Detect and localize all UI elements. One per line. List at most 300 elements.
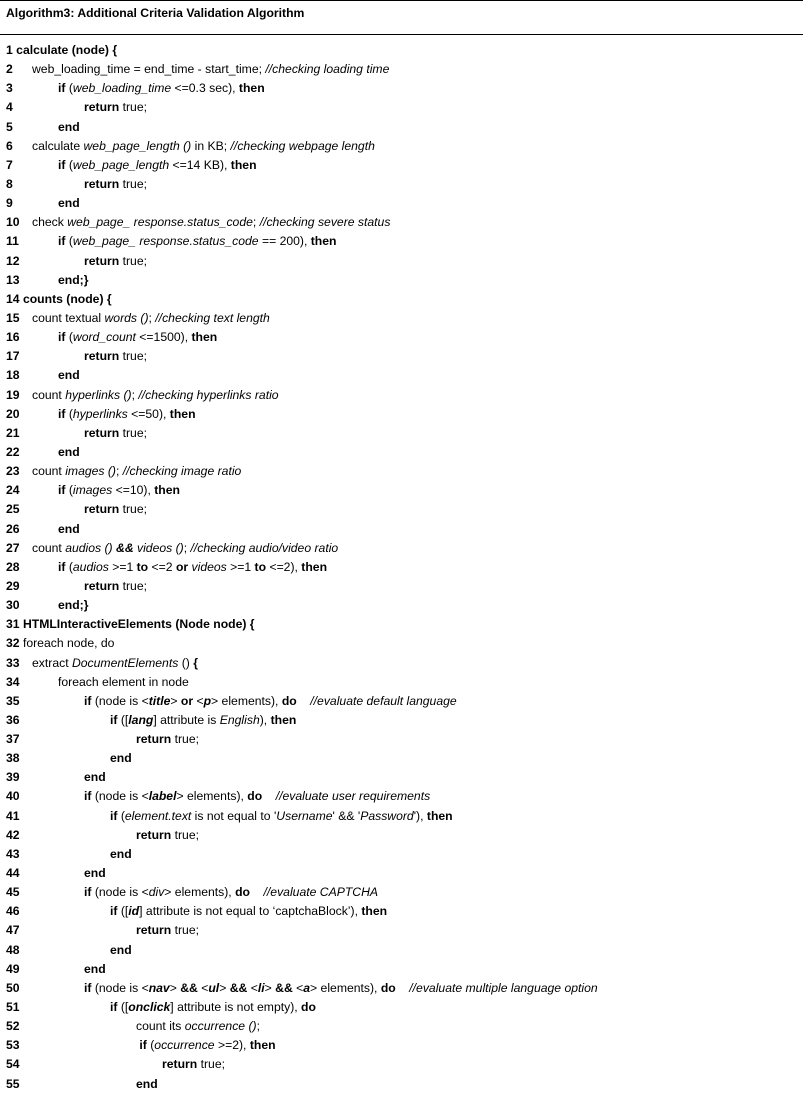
code-token: < [197,980,209,995]
code-token: check [32,215,68,230]
line-number: 23 [6,464,20,479]
line-number: 42 [6,827,20,842]
algorithm-line [0,366,803,385]
title-rule [0,34,803,35]
algorithm-line [0,979,803,998]
code-token: end [84,770,106,785]
code-token: true; [119,578,147,593]
code-token: if [58,330,66,345]
code-token: then [191,330,218,345]
line-code [32,309,270,328]
algorithm-line [0,883,803,902]
algorithm-line [0,1075,803,1094]
line-number: 18 [6,368,20,383]
code-token: Username [276,808,333,823]
code-token: true; [171,827,199,842]
code-token [262,789,276,803]
code-token: ([ [117,904,129,919]
code-token: == 200), [258,234,311,249]
algorithm-line [0,424,803,443]
algorithm-line [0,98,803,117]
code-token: ( [146,1038,155,1053]
line-number: 14 [6,291,20,306]
code-token: English [219,712,260,727]
code-token: ), [259,712,271,727]
code-token: occurrence () [184,1019,257,1034]
line-code [58,405,196,424]
algorithm-line [0,386,803,405]
code-token: end [136,1076,158,1091]
code-token: ( [65,157,73,172]
line-code [110,749,132,768]
code-token: if [136,1038,147,1053]
code-token: do [380,980,396,995]
line-number: 20 [6,406,20,421]
code-token: ( [65,559,73,574]
code-token: //checking audio/video ratio [190,540,339,555]
code-token: then [361,904,388,919]
line-code [32,213,390,232]
line-code [58,558,327,577]
code-token: //checking hyperlinks ratio [138,387,279,402]
line-number: 34 [6,674,20,689]
line-code [58,366,80,385]
line-code [32,654,198,673]
code-token: <=10), [112,483,155,498]
code-token: ( [65,483,73,498]
code-token: ; [148,310,156,325]
line-number: 7 [6,157,13,172]
line-code [32,137,375,156]
line-number: 32 [6,636,20,651]
line-code [162,1055,225,1074]
code-token: if [110,904,118,919]
algorithm-line [0,596,803,615]
line-code [32,386,279,405]
code-token: end [58,444,80,459]
line-code [58,481,180,500]
line-code [136,1075,158,1094]
code-token: return [84,425,120,440]
line-number: 24 [6,483,20,498]
algorithm-line [0,443,803,462]
code-token: < [292,980,304,995]
code-token: return [84,578,120,593]
line-code [84,768,106,787]
line-number: 4 [6,100,13,115]
code-token: end [58,119,80,134]
code-token: ( [65,234,73,249]
line-number: 36 [6,712,20,727]
line-number: 5 [6,119,13,134]
algorithm-line [0,520,803,539]
code-token: p [203,693,212,708]
algorithm-line [0,634,803,653]
line-number: 43 [6,846,20,861]
algorithm-line [0,271,803,290]
code-token: true; [119,176,147,191]
code-token: or [180,693,194,708]
algorithm-line [0,156,803,175]
code-token: end [110,846,132,861]
algorithm-line [0,845,803,864]
line-number: 3 [6,81,13,96]
code-token: images [72,483,113,498]
algorithm-line [0,194,803,213]
line-number: 45 [6,885,20,900]
code-token: DocumentElements [71,655,179,670]
code-token: videos () [137,540,184,555]
line-number: 12 [6,253,20,268]
algorithm-line [0,673,803,692]
code-token: ] attribute is not equal to ‘captchaBlock’), [139,904,362,919]
line-code [58,194,80,213]
code-token [297,694,311,708]
code-token: end [110,751,132,766]
code-token: hyperlinks [72,406,128,421]
code-token: if [84,789,92,804]
code-token: end [110,942,132,957]
line-number: 22 [6,444,20,459]
code-token: div [148,885,165,900]
line-code [110,711,296,730]
algorithm-line [0,290,803,309]
code-token: end [58,521,80,536]
line-code [32,539,338,558]
code-token: if [110,808,118,823]
line-code [136,921,199,940]
algorithm-line [0,232,803,251]
algorithm-line [0,749,803,768]
code-token: true; [197,1057,225,1072]
code-token: ; [183,540,191,555]
code-token: <=14 KB), [169,157,231,172]
code-token: <=0.3 sec), [171,81,239,96]
algorithm-line [0,118,803,137]
line-code [84,424,147,443]
code-token: return [136,827,172,842]
line-number: 48 [6,942,20,957]
code-token: > [170,693,181,708]
line-number: 38 [6,751,20,766]
line-number: 54 [6,1057,20,1072]
code-token: end;} [58,598,89,613]
line-code [136,730,199,749]
code-token: HTMLInteractiveElements (Node node) { [22,617,255,632]
line-code [58,118,80,137]
code-token: count its [136,1019,185,1034]
code-token: audios [72,559,109,574]
algorithm-line [0,864,803,883]
line-code [58,156,257,175]
code-token: calculate (node) { [16,43,118,57]
line-number: 29 [6,578,20,593]
code-token: ; [116,464,123,479]
code-token: end [84,866,106,881]
code-token: true; [119,100,147,115]
algorithm-line [0,347,803,366]
code-token: then [270,712,297,727]
algorithm-line [0,654,803,673]
line-number: 41 [6,808,20,823]
code-token: web_page_ response.status_code [67,215,253,230]
code-token: end;} [58,272,89,287]
line-code [6,615,255,634]
code-token: count textual [32,310,105,325]
code-token: web_page_length () [83,138,192,153]
code-token: lang [128,712,154,727]
code-token: is not equal to ' [191,808,277,823]
code-token: words () [104,310,149,325]
code-token [396,981,410,995]
algorithm-line [0,1017,803,1036]
line-code [84,960,106,979]
algorithm-line [0,998,803,1017]
line-code [84,175,147,194]
code-token: <=2 [148,559,176,574]
code-token: if [84,885,92,900]
algorithm-line [0,768,803,787]
line-code [84,692,457,711]
algorithm-line [0,481,803,500]
line-code [58,673,189,692]
line-code [84,98,147,117]
line-number: 55 [6,1076,20,1091]
line-code [84,787,430,806]
line-code [32,462,241,481]
algorithm-line [0,787,803,806]
code-token: return [84,349,120,364]
algorithm-line [0,692,803,711]
algorithm-line [0,1055,803,1074]
line-code [84,252,147,271]
line-number: 10 [6,215,20,230]
line-code [110,845,132,864]
code-token: > elements), [176,789,248,804]
line-code [58,328,217,347]
line-code [58,520,80,539]
line-number: 35 [6,693,20,708]
code-token: then [169,406,196,421]
code-token: count [32,387,66,402]
code-token: (node is < [91,789,149,804]
line-number: 31 [6,617,20,632]
code-token: web_page_length [72,157,170,172]
code-token: //checking text length [155,310,270,325]
code-token: do [281,693,297,708]
code-token: ; [256,1019,260,1034]
algorithm-line [0,921,803,940]
code-token: return [84,253,120,268]
line-number: 15 [6,310,20,325]
line-code [58,596,88,615]
code-token: if [58,234,66,249]
algorithm-line [0,941,803,960]
code-token: return [84,100,120,115]
line-code [110,807,453,826]
code-token: do [301,1000,316,1015]
line-number: 27 [6,540,20,555]
code-token: ([ [117,712,129,727]
line-code [84,577,147,596]
line-number: 39 [6,770,20,785]
code-token: counts (node) { [22,291,112,306]
algorithm-line [0,175,803,194]
code-token: > [169,980,181,995]
code-token: () [178,655,194,670]
code-token: > [264,980,276,995]
line-number: 1 [6,43,13,57]
line-code [58,271,88,290]
code-token: audios () [65,540,113,555]
code-token: calculate [32,138,84,153]
code-token: ( [65,81,73,96]
code-token: do [247,789,263,804]
code-token: end [58,196,80,211]
code-token: if [84,693,92,708]
code-token: <=2), [266,559,302,574]
line-code [110,902,387,921]
code-token: or [175,559,189,574]
code-token: li [257,980,265,995]
code-token: word_count [72,330,136,345]
algorithm-line [0,500,803,519]
code-token: web_page_ response.status_code [72,234,259,249]
code-token: //evaluate multiple language option [409,980,598,995]
algorithm-line [0,79,803,98]
line-number: 26 [6,521,20,536]
code-token: && [112,540,137,555]
code-token: ( [117,808,125,823]
code-token: (node is < [91,980,149,995]
algorithm-line [0,252,803,271]
code-token: to [254,559,267,574]
line-code [84,979,598,998]
line-number: 11 [6,234,19,249]
code-token: //evaluate user requirements [275,789,431,804]
line-code [84,347,147,366]
code-token: videos [191,559,227,574]
code-token: Password [360,808,414,823]
code-token: true; [119,253,147,268]
line-code [58,443,80,462]
code-token: if [58,157,66,172]
code-token: ([ [117,1000,129,1015]
code-token: then [310,234,337,249]
line-code [84,883,378,902]
algorithm-line [0,213,803,232]
code-token: ; [252,215,260,230]
code-token: images () [65,464,116,479]
code-token: return [162,1057,198,1072]
code-token: web_loading_time = end_time - start_time; [32,62,266,77]
algorithm-title: Algorithm3: Additional Criteria Validation Algorithm [6,6,305,20]
line-number: 8 [6,176,13,191]
line-number: 25 [6,502,20,517]
code-token: label [148,789,177,804]
code-token: then [249,1038,276,1053]
code-token: //evaluate CAPTCHA [263,885,379,900]
code-token: return [84,502,120,517]
line-number: 52 [6,1019,20,1034]
algorithm-line [0,405,803,424]
code-token: && [229,980,248,995]
code-token: return [136,923,172,938]
code-token: if [84,980,92,995]
code-token: <=1500), [135,330,192,345]
code-token: count [32,540,66,555]
line-number: 50 [6,980,20,995]
line-code [136,1017,260,1036]
code-token: if [58,81,66,96]
algorithm-line [0,807,803,826]
line-code [136,1036,276,1055]
code-token: then [230,157,257,172]
line-number: 51 [6,1000,20,1015]
code-token: <=50), [127,406,170,421]
code-token: id [128,904,140,919]
code-token: ( [65,406,73,421]
line-code [136,826,199,845]
code-token: ; [131,387,139,402]
code-token: occurrence [154,1038,215,1053]
code-token: true; [171,923,199,938]
algorithm-line [0,41,803,60]
code-token: ' && ' [332,808,361,823]
code-token: > elements), [164,885,236,900]
line-number: 44 [6,866,20,881]
line-code [110,998,316,1017]
code-token: extract [32,655,72,670]
line-number: 46 [6,904,20,919]
code-token: return [84,176,120,191]
algorithm-line [0,577,803,596]
line-number: 28 [6,559,20,574]
code-token: end [84,961,106,976]
code-token: count [32,464,66,479]
line-number: 40 [6,789,20,804]
code-token: then [238,81,265,96]
code-token: foreach element in node [58,674,189,689]
code-token: true; [171,732,199,747]
code-token: if [110,712,118,727]
code-token: && [180,980,198,995]
code-token: //checking loading time [265,62,390,77]
code-token: //checking image ratio [122,464,242,479]
algorithm-line [0,1036,803,1055]
code-token: foreach node, do [22,636,115,651]
line-code [58,79,265,98]
line-number: 9 [6,196,13,211]
code-token: >=1 [108,559,137,574]
algorithm-line [0,902,803,921]
code-token: then [154,483,180,498]
code-token: true; [119,425,147,440]
code-token: web_loading_time [72,81,172,96]
code-token: > elements), [211,693,282,708]
code-token: < [247,980,258,995]
code-token: ul [208,980,220,995]
code-token: > elements), [310,980,381,995]
code-token: end [58,368,80,383]
code-token: { [193,655,198,670]
code-token: >=1 [226,559,255,574]
code-token [250,885,264,899]
algorithm-line [0,309,803,328]
code-token: //evaluate default language [310,693,457,708]
code-token: hyperlinks () [65,387,132,402]
code-token: true; [119,502,147,517]
